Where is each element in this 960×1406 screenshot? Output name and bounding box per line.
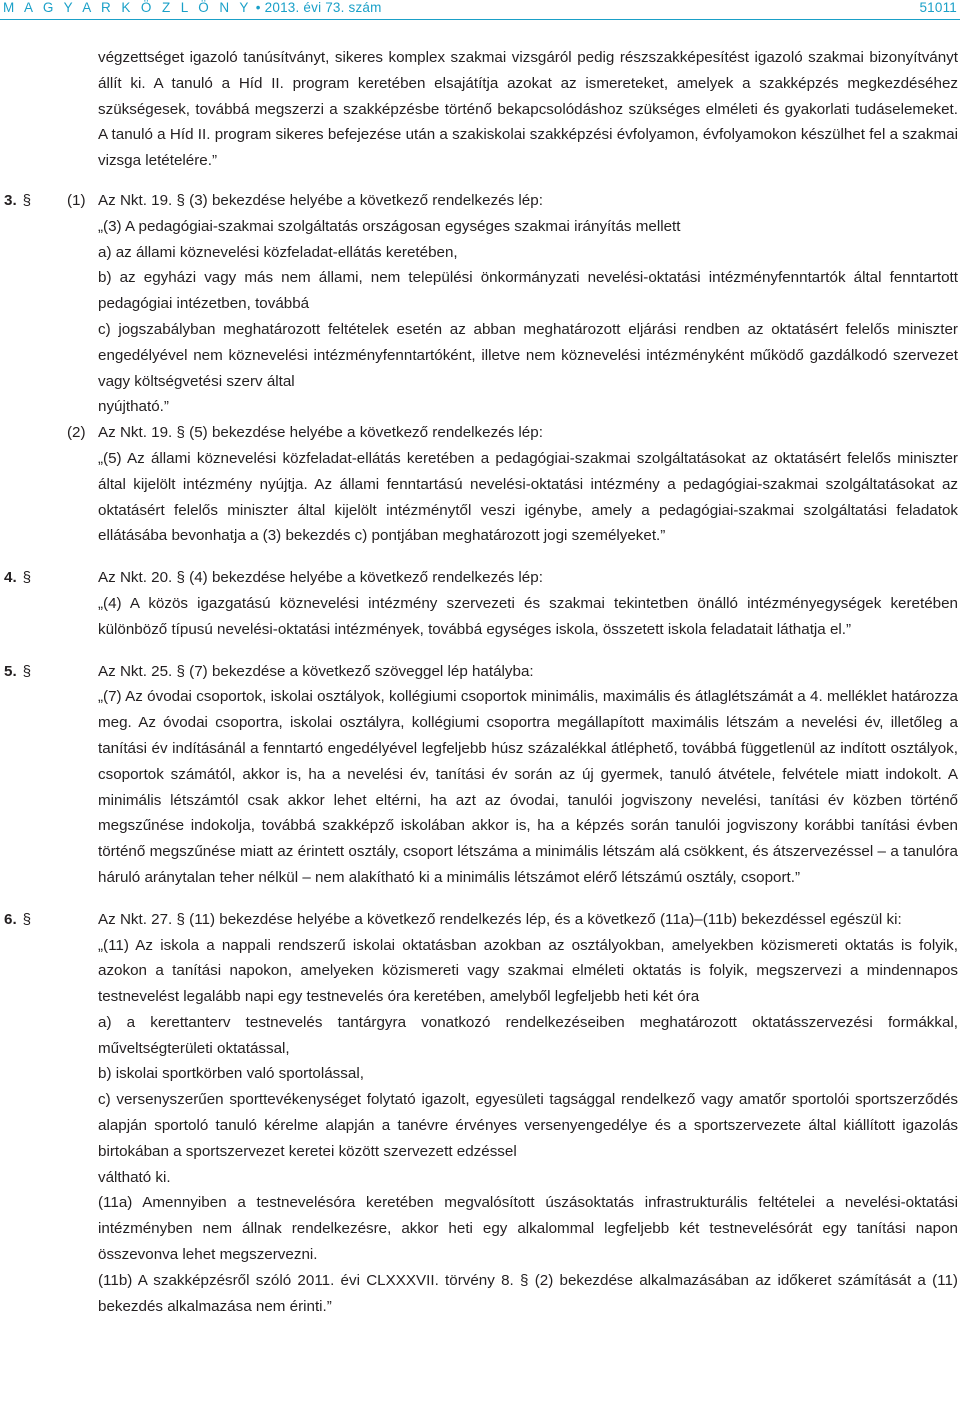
text-line: „(3) A pedagógiai-szakmai szolgáltatás országosan egységes szakmai irányítás mellett (98, 217, 681, 235)
running-header (0, 0, 960, 16)
text-line: Az Nkt. 19. § (5) bekezdése helyébe a következő rendelkezés lép: (98, 424, 543, 442)
text-line: c) jogszabályban meghatározott feltételek esetén az abban meghatározott eljárási rendben az oktatásért felelős miniszter engedélyével nem köznevelési intézményfenntartóként, illetve nem köznevelési intézményként működő gazdálkodó szervezet vagy költségvetési szerv által (98, 320, 958, 390)
issue-label: 2013. évi 73. szám (264, 0, 382, 15)
paragraph-number: (1) (67, 191, 86, 209)
text-line: c) versenyszerűen sporttevékenységet folytató igazolt, egyesületi tagsággal rendelkező vagy amatőr sportolói sportszerződés alapján sportoló tanuló kérelme alapján a tanévre érvényes versenyengedélye és a sportszervezete által kiállított igazolás birtokában a sportszervezet keretei között szervezett edzéssel (98, 1091, 958, 1160)
section-3 (4, 188, 958, 549)
text-line: nyújtható.” (98, 398, 169, 416)
intro-paragraph: végzettséget igazoló tanúsítványt, sikeres komplex szakmai vizsgáról pedig részszakképesítést igazoló szakmai bizonyítványt állít ki. A tanuló a Híd II. program keretében elsajátítja azokat az ismereteket, amelyek a szakképzés megkezdéséhez szükségesek, továbbá megszerzi a szakképzésbe történő bekapcsolódáshoz szükséges elméleti és gyakorlati tudáselemeket. A tanuló a Híd II. program sikeres befejezése után a szakiskolai szakképzési évfolyamon, évfolyamokon készülhet fel a szakmai vizsga letételére.” (98, 49, 958, 170)
text-line: b) az egyházi vagy más nem állami, nem települési önkormányzati nevelési-oktatási intézményfenntartók által fenntartott pedagógiai intézetben, továbbá (98, 269, 958, 313)
paragraph-1 (67, 188, 958, 420)
text-line: Az Nkt. 25. § (7) bekezdése a következő szöveggel lép hatályba: (98, 662, 534, 680)
section-4 (4, 565, 958, 642)
text-line: „(11) Az iskola a nappali rendszerű iskolai oktatásban azokban az osztályokban, amelyekben közismereti oktatás is folyik, azokon a tanítási napokon, amelyeken közismereti vagy szakmai elméleti oktatás is folyik, megszervezi a mindennapos testnevelést legalább napi egy testnevelés óra keretében, amelyből legfeljebb heti két óra (98, 936, 958, 1006)
text-line: a) az állami köznevelési közfeladat-ellátás keretében, (98, 243, 458, 261)
section-number: 5. § (4, 662, 32, 680)
text-line: „(5) Az állami köznevelési közfeladat-ellátás keretében a pedagógiai-szakmai szolgáltatásokat az oktatásért felelős miniszter által kijelölt intézmény nyújtja. Az állami fenntartású nevelési-oktatási intézmény a pedagógiai-szakmai szolgáltatásokat az oktatásért felelős miniszter által kijelölt intézménytől veszi igénybe, amely a pedagógiai-szakmai szolgáltatási feladatok ellátásába bevonhatja a (3) bekezdés c) pontjában meghatározott jogi személyeket.” (98, 449, 958, 545)
text-line: (11a) Amennyiben a testnevelésóra keretében megvalósított úszásoktatás infrastrukturális feltételei a nevelési-oktatási intézményben nem állnak rendelkezésre, akkor heti egy alkalommal legfeljebb két testnevelésórát egy tanítási napon összevonva lehet megszervezni. (98, 1194, 958, 1264)
section-number: 4. § (4, 569, 32, 587)
section-6 (4, 907, 958, 1320)
text-line: „(7) Az óvodai csoportok, iskolai osztályok, kollégiumi csoportok minimális, maximális és átlaglétszámát a 4. melléklet határozza meg. Az óvodai csoportra, iskolai osztályra, kollégiumi csoportra megállapított maximális létszám a nevelési év, illetőleg a tanítási év indításánál a fenntartó engedélyével legfeljebb húsz százalékkal átléphető, továbbá függetlenül az indított osztályok, csoportok számától, akkor is, ha a nevelési év, tanítási év során az új gyermek, tanuló átvétele, felvétele miatt indokolt. A minimális létszámtól csak akkor lehet eltérni, ha azt az óvodai, tanulói jogviszony nevelési, tanítási év közben történő megszűnése indokolja, továbbá szakképző iskolában akkor is, ha a képzés során tanulói jogviszony korábbi tanítási évben történő megszűnése miatt az érintett osztály, csoport létszáma a minimális létszám alá csökkent, és átszervezéssel – a tanulóra háruló aránytalan teher nélkül – nem alakítható ki a minimális létszámot elérő létszámú osztály, csoport.” (98, 688, 958, 886)
text-line: „(4) A közös igazgatású köznevelési intézmény szervezeti és szakmai tekintetben önálló intézményegységek keretében különböző típusú nevelési-oktatási intézmények, továbbá egységes iskola, összetett iskola feladatait láthatja el.” (98, 594, 958, 638)
text-line: Az Nkt. 27. § (11) bekezdése helyébe a következő rendelkezés lép, és a következő (11a)–(11b) bekezdéssel egészül ki: (98, 910, 902, 928)
header-divider (0, 19, 960, 20)
text-line: váltható ki. (98, 1168, 171, 1186)
publication-name: M A G Y A R K Ö Z L Ö N Y (3, 0, 252, 15)
text-line: Az Nkt. 19. § (3) bekezdése helyébe a következő rendelkezés lép: (98, 191, 543, 209)
paragraph-2 (67, 420, 958, 549)
header-bullet: • (255, 0, 261, 15)
text-line: a) a kerettanterv testnevelés tantárgyra vonatkozó rendelkezéseiben meghatározott oktatásszervezési formákkal, műveltségterületi oktatással, (98, 1013, 958, 1057)
text-line: (11b) A szakképzésről szóló 2011. évi CLXXXVII. törvény 8. § (2) bekezdése alkalmazásában az időkeret számítását a (11) bekezdés alkalmazása nem érinti.” (98, 1271, 958, 1315)
text-line: Az Nkt. 20. § (4) bekezdése helyébe a következő rendelkezés lép: (98, 569, 543, 587)
section-number: 6. § (4, 910, 32, 928)
header-left (3, 0, 382, 15)
section-number: 3. § (4, 191, 32, 209)
page-number: 51011 (919, 0, 957, 15)
document-body (4, 45, 958, 1319)
section-5 (4, 659, 958, 891)
paragraph-number: (2) (67, 424, 86, 442)
text-line: b) iskolai sportkörben való sportolással, (98, 1065, 364, 1083)
